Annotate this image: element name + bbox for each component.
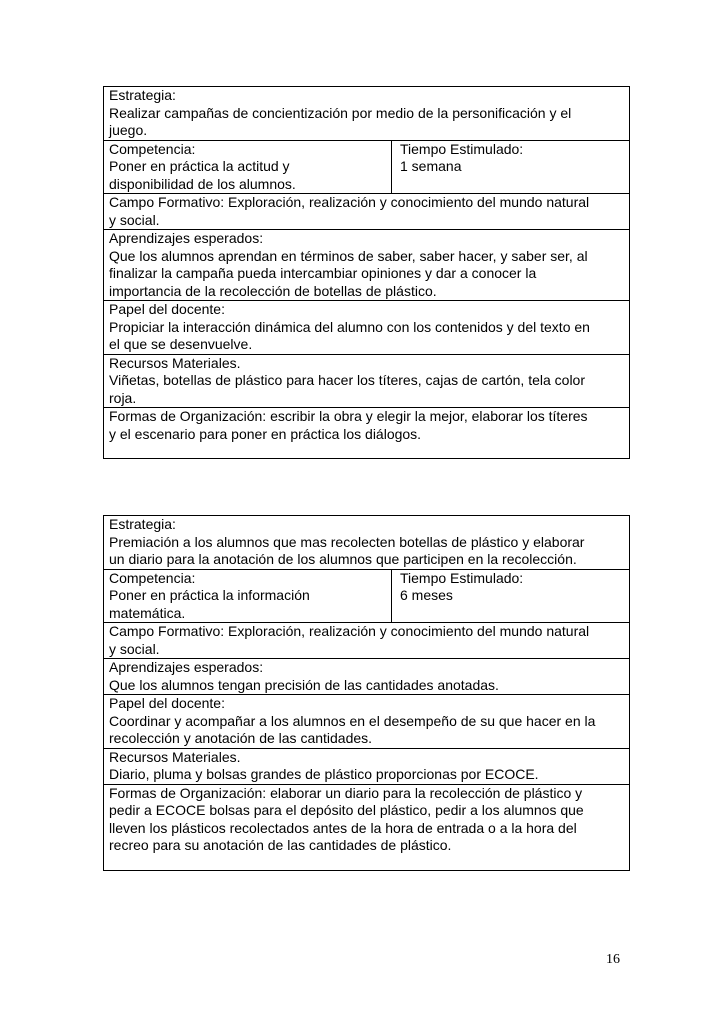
organization-text-line: Formas de Organización: elaborar un diario para la recolección de plástico y (109, 784, 583, 801)
resources-text-line: Viñetas, botellas de plástico para hacer los títeres, cajas de cartón, tela color (109, 372, 586, 388)
teacher-text-line: Coordinar y acompañar a los alumnos en el desempeño de su que hacer en la (109, 712, 596, 729)
organization-text-line: pedir a ECOCE bolsas para el depósito del plástico, pedir a los alumnos que (109, 802, 584, 818)
competence-label: Competencia: (109, 569, 196, 586)
organization-text-line: recreo para su anotación de las cantidades de plástico. (109, 837, 452, 853)
strategy-text-line: un diario para la anotación de los alumnos que participen en la recolección. (109, 551, 577, 567)
teacher-text-line: el que se desenvuelve. (109, 336, 253, 352)
competence-text-line: Poner en práctica la actitud y (109, 158, 290, 174)
resources-label: Recursos Materiales. (109, 748, 241, 765)
field-text-line: Campo Formativo: Exploración, realización y conocimiento del mundo natural (109, 194, 590, 210)
strategy-table-1 (103, 86, 630, 459)
strategy-text-line: Premiación a los alumnos que mas recolecten botellas de plástico y elaborar (109, 533, 585, 550)
competence-row (104, 569, 629, 623)
learning-label: Aprendizajes esperados: (109, 659, 264, 675)
time-cell (392, 141, 629, 194)
competence-text-line: matemática. (109, 604, 186, 621)
competence-row (104, 140, 629, 194)
competence-text-line: Poner en práctica la información (109, 587, 310, 603)
resources-text-line: roja. (109, 389, 137, 406)
resources-label: Recursos Materiales. (109, 354, 241, 371)
strategy-label: Estrategia: (109, 516, 176, 532)
competence-cell (104, 570, 392, 623)
teacher-text-line: recolección y anotación de las cantidades. (109, 730, 373, 746)
learning-text-line: Que los alumnos tengan precisión de las cantidades anotadas. (109, 676, 499, 693)
organization-text-line: lleven los plásticos recolectados antes de la hora de entrada o a la hora del (109, 819, 577, 836)
strategy-text-line: Realizar campañas de concientización por medio de la personificación y el (109, 104, 572, 121)
resources-text-line: Diario, pluma y bolsas grandes de plástico proporcionas por ECOCE. (109, 766, 539, 782)
time-value: 6 meses (400, 587, 453, 603)
learning-text-line: finalizar la campaña pueda intercambiar opiniones y dar a conocer la (109, 265, 537, 281)
strategy-text-line: juego. (109, 122, 148, 138)
time-label: Tiempo Estimulado: (400, 140, 524, 157)
field-text-line: Campo Formativo: Exploración, realización y conocimiento del mundo natural (109, 623, 590, 639)
time-label: Tiempo Estimulado: (400, 569, 524, 586)
strategy-row (104, 87, 629, 140)
competence-label: Competencia: (109, 140, 196, 157)
page-number: 16 (606, 952, 620, 967)
strategy-row (104, 516, 629, 569)
field-text-line: y social. (109, 640, 160, 657)
resources-row (104, 748, 629, 784)
learning-row (104, 658, 629, 694)
field-text-line: y social. (109, 211, 160, 228)
learning-text-line: Que los alumnos aprendan en términos de saber, saber hacer, y saber ser, al (109, 247, 588, 264)
organization-text-line: Formas de Organización: escribir la obra y elegir la mejor, elaborar los títeres (109, 408, 588, 424)
teacher-label: Papel del docente: (109, 695, 225, 711)
strategy-label: Estrategia: (109, 87, 176, 103)
teacher-text-line: Propiciar la interacción dinámica del alumno con los contenidos y del texto en (109, 318, 590, 335)
teacher-row (104, 694, 629, 748)
field-row (104, 622, 629, 658)
competence-cell (104, 141, 392, 194)
competence-text-line: disponibilidad de los alumnos. (109, 175, 296, 192)
strategy-table-2 (103, 515, 630, 871)
teacher-row (104, 300, 629, 354)
resources-row (104, 354, 629, 408)
time-value: 1 semana (400, 158, 462, 174)
field-row (104, 193, 629, 229)
time-cell (392, 570, 629, 623)
organization-row (104, 784, 629, 870)
learning-text-line: importancia de la recolección de botellas de plástico. (109, 282, 437, 299)
learning-row (104, 229, 629, 300)
learning-label: Aprendizajes esperados: (109, 230, 264, 246)
organization-row (104, 407, 629, 458)
organization-text-line: y el escenario para poner en práctica los diálogos. (109, 425, 422, 442)
teacher-label: Papel del docente: (109, 301, 225, 317)
